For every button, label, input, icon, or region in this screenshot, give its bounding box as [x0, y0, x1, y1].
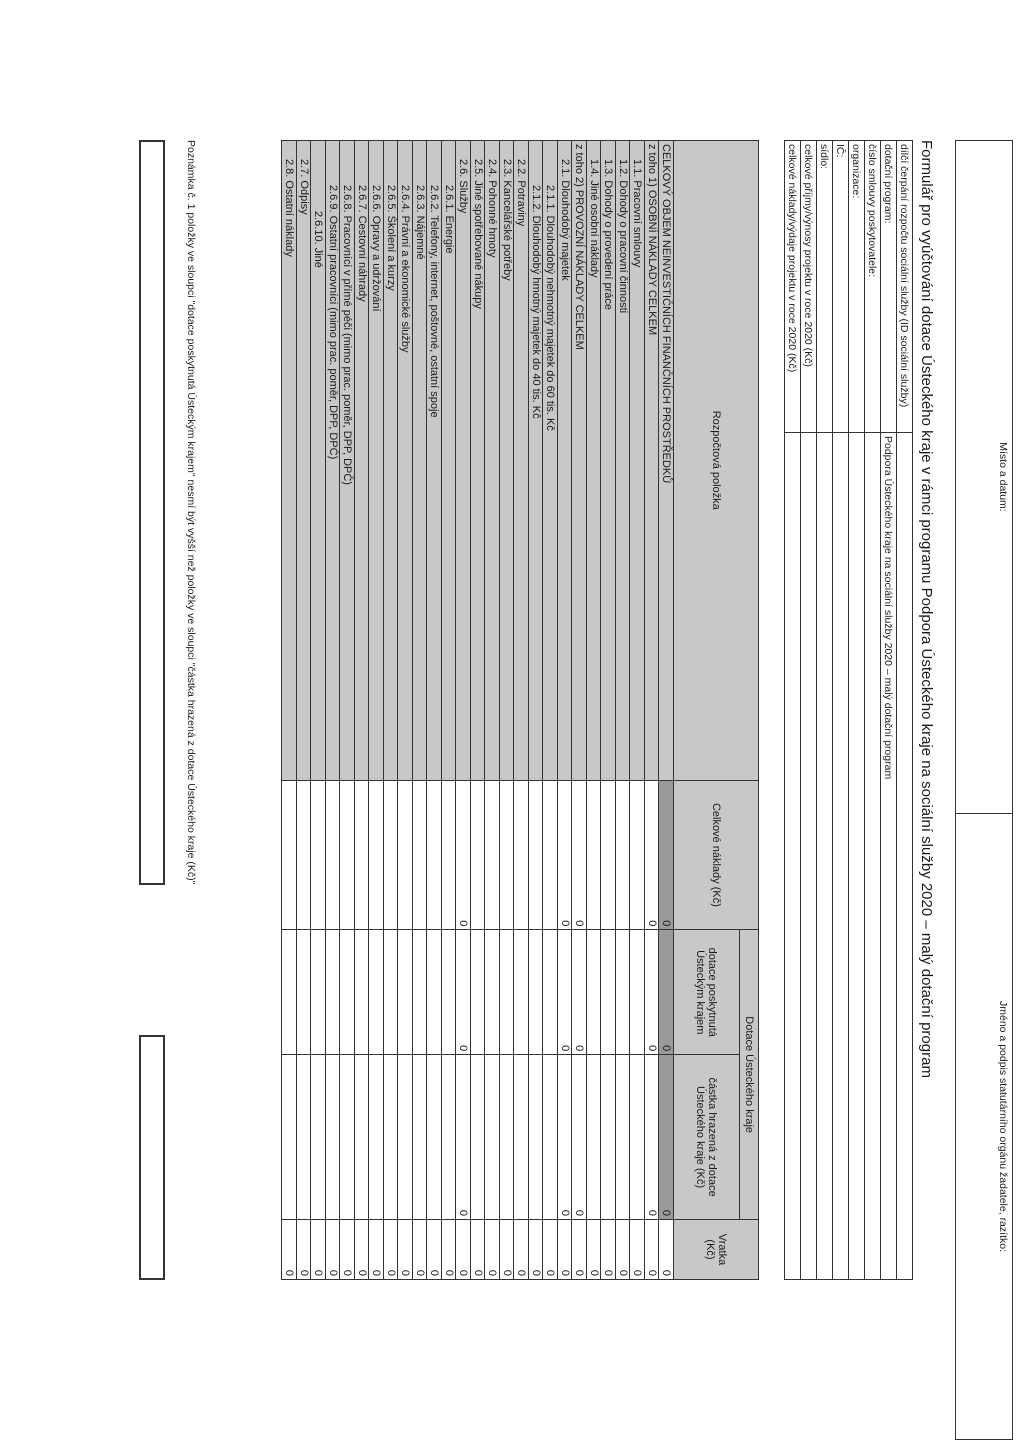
budget-item-label: 2.6. Služby — [456, 141, 471, 781]
cell-refund: 0 — [514, 1220, 529, 1280]
budget-item-label: 2.6.5. Školení a kurzy — [384, 141, 399, 781]
budget-row — [514, 141, 529, 1280]
info-value[interactable] — [817, 433, 833, 1280]
cell-refund: 0 — [456, 1220, 471, 1280]
cell-paid[interactable] — [500, 1055, 515, 1220]
cell-granted[interactable] — [427, 930, 442, 1055]
cell-total[interactable] — [587, 780, 602, 930]
cell-paid[interactable] — [340, 1055, 355, 1220]
budget-row — [297, 141, 312, 1280]
budget-item-label: 2.4. Pohonné hmoty — [485, 141, 500, 781]
budget-row — [572, 141, 587, 1280]
cell-granted[interactable] — [311, 930, 326, 1055]
cell-paid[interactable] — [282, 1055, 297, 1220]
budget-row — [442, 141, 457, 1280]
cell-paid[interactable] — [384, 1055, 399, 1220]
cell-refund: 0 — [500, 1220, 515, 1280]
cell-total[interactable] — [384, 780, 399, 930]
budget-item-label: 1.1. Pracovní smlouvy — [630, 141, 645, 781]
info-label: celkové náklady/výdaje projektu v roce 2020 (Kč) — [785, 141, 801, 433]
cell-paid[interactable] — [413, 1055, 428, 1220]
budget-row — [282, 141, 297, 1280]
budget-row — [529, 141, 544, 1280]
info-label: dotační program: — [881, 141, 897, 433]
cell-paid[interactable] — [514, 1055, 529, 1220]
budget-item-label: 2.6.4. Právní a ekonomické služby — [398, 141, 413, 781]
budget-row — [601, 141, 616, 1280]
cell-total: 0 — [456, 780, 471, 930]
cell-refund: 0 — [442, 1220, 457, 1280]
cell-refund: 0 — [630, 1220, 645, 1280]
cell-paid[interactable] — [529, 1055, 544, 1220]
cell-paid: 0 — [572, 1055, 587, 1220]
cell-refund: 0 — [471, 1220, 486, 1280]
cell-paid[interactable] — [311, 1055, 326, 1220]
cell-paid[interactable] — [543, 1055, 558, 1220]
budget-item-label: z toho 1) OSOBNÍ NÁKLADY CELKEM — [645, 141, 660, 781]
budget-item-label: 2.1.2. Dlouhodobý hmotný majetek do 40 tis. Kč — [529, 141, 544, 781]
info-value[interactable] — [865, 433, 881, 1280]
budget-item-label: 1.2. Dohody o pracovní činnosti — [616, 141, 631, 781]
cell-refund: 0 — [398, 1220, 413, 1280]
cell-granted[interactable] — [384, 930, 399, 1055]
cell-refund: 0 — [297, 1220, 312, 1280]
cell-granted[interactable] — [616, 930, 631, 1055]
cell-refund: 0 — [659, 1220, 674, 1280]
budget-row — [413, 141, 428, 1280]
budget-row — [485, 141, 500, 1280]
cell-granted[interactable] — [369, 930, 384, 1055]
cell-granted[interactable] — [398, 930, 413, 1055]
cell-total[interactable] — [616, 780, 631, 930]
cell-paid[interactable] — [427, 1055, 442, 1220]
cell-total[interactable] — [369, 780, 384, 930]
info-label: organizace: — [849, 141, 865, 433]
cell-paid[interactable] — [471, 1055, 486, 1220]
cell-total: 0 — [645, 780, 660, 930]
budget-item-label: 2.7. Odpisy — [297, 141, 312, 781]
info-table — [784, 140, 913, 1280]
info-value[interactable] — [833, 433, 849, 1280]
budget-item-label: 2.6.10. Jiné — [311, 141, 326, 781]
cell-refund: 0 — [427, 1220, 442, 1280]
cell-refund: 0 — [485, 1220, 500, 1280]
header-subsidy-granted: dotace poskytnutá Ústeckým krajem — [674, 930, 740, 1055]
place-date-field[interactable] — [956, 141, 1013, 814]
cell-granted[interactable] — [543, 930, 558, 1055]
budget-table — [282, 140, 760, 1280]
budget-item-label: 2.5. Jiné spotřebované nákupy — [471, 141, 486, 781]
cell-refund: 0 — [340, 1220, 355, 1280]
budget-row — [500, 141, 515, 1280]
statutory-signature-label: Jméno a podpis statutárního orgánu žadatele, razítko: — [997, 1001, 1009, 1252]
budget-row — [659, 141, 674, 1280]
cell-total[interactable] — [514, 780, 529, 930]
info-row — [785, 141, 801, 1280]
budget-item-label: 2.3. Kancelářské potřeby — [500, 141, 515, 781]
cell-paid: 0 — [645, 1055, 660, 1220]
budget-item-label: 2.6.9. Ostatní pracovníci (mimo prac. poměr, DPP, DPČ) — [326, 141, 341, 781]
budget-row — [630, 141, 645, 1280]
cell-total[interactable] — [297, 780, 312, 930]
cell-refund: 0 — [326, 1220, 341, 1280]
header-total-costs: Celkové náklady (Kč) — [674, 780, 759, 930]
cell-refund: 0 — [601, 1220, 616, 1280]
cell-granted[interactable] — [442, 930, 457, 1055]
cell-granted[interactable] — [471, 930, 486, 1055]
info-label: dílčí čerpání rozpočtu sociální služby (ID sociální služby) — [897, 141, 913, 433]
cell-refund: 0 — [543, 1220, 558, 1280]
cell-paid[interactable] — [355, 1055, 370, 1220]
cell-total[interactable] — [413, 780, 428, 930]
form-title: Formulář pro vyúčtování dotace Ústeckého kraje v rámci programu Podpora Ústeckého kraje na sociální služby 2020 – malý dotační program — [918, 140, 935, 1078]
budget-row — [326, 141, 341, 1280]
info-row — [817, 141, 833, 1280]
cell-total[interactable] — [601, 780, 616, 930]
budget-item-label: 2.1.1. Dlouhodobý nehmotný majetek do 60 tis. Kč — [543, 141, 558, 781]
cell-granted[interactable] — [282, 930, 297, 1055]
budget-row — [616, 141, 631, 1280]
cell-granted[interactable] — [500, 930, 515, 1055]
note-box-left — [139, 140, 165, 885]
info-row — [881, 141, 897, 1280]
cell-total[interactable] — [427, 780, 442, 930]
cell-granted: 0 — [456, 930, 471, 1055]
cell-granted[interactable] — [413, 930, 428, 1055]
cell-refund: 0 — [529, 1220, 544, 1280]
cell-total[interactable] — [442, 780, 457, 930]
info-label: sídlo: — [817, 141, 833, 433]
cell-granted[interactable] — [601, 930, 616, 1055]
budget-row — [587, 141, 602, 1280]
budget-row — [645, 141, 660, 1280]
budget-item-label: 2.6.7. Cestovní náhrady — [355, 141, 370, 781]
note-text: Poznámka č. 1 položky ve sloupci "dotace poskytnutá Ústeckým krajem" nesmí být vyšší než položky ve sloupci "částka hrazená z dotace Ústeckého kraje (Kč)" — [185, 140, 197, 885]
cell-paid[interactable] — [485, 1055, 500, 1220]
budget-item-label: 1.3. Dohody o provedení práce — [601, 141, 616, 781]
cell-total[interactable] — [311, 780, 326, 930]
cell-refund: 0 — [645, 1220, 660, 1280]
budget-row — [355, 141, 370, 1280]
cell-granted[interactable] — [529, 930, 544, 1055]
cell-total[interactable] — [543, 780, 558, 930]
cell-paid[interactable] — [601, 1055, 616, 1220]
cell-granted[interactable] — [340, 930, 355, 1055]
cell-granted[interactable] — [297, 930, 312, 1055]
cell-granted[interactable] — [355, 930, 370, 1055]
budget-row — [398, 141, 413, 1280]
cell-granted[interactable] — [326, 930, 341, 1055]
cell-paid[interactable] — [369, 1055, 384, 1220]
cell-total[interactable] — [471, 780, 486, 930]
info-label: číslo smlouvy poskytovatele: — [865, 141, 881, 433]
cell-refund: 0 — [355, 1220, 370, 1280]
info-value[interactable] — [897, 433, 913, 1280]
cell-granted[interactable] — [514, 930, 529, 1055]
cell-granted[interactable] — [485, 930, 500, 1055]
note-box-right — [139, 1035, 165, 1280]
info-row — [897, 141, 913, 1280]
budget-item-label: 2.1. Dlouhodobý majetek — [558, 141, 573, 781]
signature-table — [955, 140, 1013, 1440]
cell-paid: 0 — [456, 1055, 471, 1220]
statutory-signature-field[interactable] — [956, 814, 1013, 1440]
cell-refund: 0 — [616, 1220, 631, 1280]
cell-total[interactable] — [500, 780, 515, 930]
budget-item-label: 2.6.2. Telefony, internet, poštovné, ostatní spoje — [427, 141, 442, 781]
cell-refund: 0 — [572, 1220, 587, 1280]
budget-item-label: 2.6.3. Nájemné — [413, 141, 428, 781]
info-body — [785, 141, 913, 1280]
cell-refund: 0 — [369, 1220, 384, 1280]
budget-row — [340, 141, 355, 1280]
budget-rows — [282, 141, 674, 1280]
header-subsidy-group: Dotace Ústeckého kraje — [740, 930, 759, 1220]
info-row — [849, 141, 865, 1280]
cell-refund: 0 — [587, 1220, 602, 1280]
cell-paid[interactable] — [616, 1055, 631, 1220]
place-date-label: Místo a datum: — [997, 442, 1009, 512]
cell-refund: 0 — [558, 1220, 573, 1280]
budget-row — [456, 141, 471, 1280]
budget-item-label: 2.6.8. Pracovníci v přímé péči (mimo prac. poměr, DPP, DPČ) — [340, 141, 355, 781]
cell-total: 0 — [558, 780, 573, 930]
budget-row — [427, 141, 442, 1280]
budget-row — [543, 141, 558, 1280]
budget-row — [558, 141, 573, 1280]
cell-total[interactable] — [529, 780, 544, 930]
budget-row — [369, 141, 384, 1280]
info-row — [833, 141, 849, 1280]
budget-row — [311, 141, 326, 1280]
info-value[interactable] — [849, 433, 865, 1280]
budget-item-label: 2.2. Potraviny — [514, 141, 529, 781]
cell-granted[interactable] — [587, 930, 602, 1055]
cell-paid[interactable] — [587, 1055, 602, 1220]
cell-granted: 0 — [558, 930, 573, 1055]
cell-paid[interactable] — [442, 1055, 457, 1220]
info-value[interactable] — [801, 433, 817, 1280]
cell-total[interactable] — [340, 780, 355, 930]
header-subsidy-paid: částka hrazená z dotace Ústeckého kraje (Kč) — [674, 1055, 740, 1220]
budget-item-label: CELKOVÝ OBJEM NEINVESTIČNÍCH FINANČNÍCH PROSTŘEDKŮ — [659, 141, 674, 781]
form-sheet — [135, 140, 1009, 1440]
cell-refund: 0 — [311, 1220, 326, 1280]
cell-granted: 0 — [572, 930, 587, 1055]
info-value[interactable]: Podpora Ústeckého kraje na sociální služby 2020 – malý dotační program — [881, 433, 897, 1280]
cell-total: 0 — [572, 780, 587, 930]
cell-total[interactable] — [398, 780, 413, 930]
info-label: IČ: — [833, 141, 849, 433]
cell-total[interactable] — [630, 780, 645, 930]
info-label: celkové příjmy/výnosy projektu v roce 2020 (Kč) — [801, 141, 817, 433]
cell-paid[interactable] — [297, 1055, 312, 1220]
cell-total[interactable] — [485, 780, 500, 930]
info-value[interactable] — [785, 433, 801, 1280]
cell-paid: 0 — [558, 1055, 573, 1220]
budget-item-label: 2.6.1. Energie — [442, 141, 457, 781]
cell-paid[interactable] — [630, 1055, 645, 1220]
info-row — [801, 141, 817, 1280]
budget-row — [384, 141, 399, 1280]
cell-total[interactable] — [326, 780, 341, 930]
cell-granted[interactable] — [630, 930, 645, 1055]
cell-total[interactable] — [282, 780, 297, 930]
cell-refund: 0 — [282, 1220, 297, 1280]
budget-item-label: z toho 2) PROVOZNÍ NÁKLADY CELKEM — [572, 141, 587, 781]
cell-refund: 0 — [384, 1220, 399, 1280]
budget-item-label: 1.4. Jiné osobní náklady — [587, 141, 602, 781]
header-refund: Vratka (Kč) — [674, 1220, 759, 1280]
budget-item-label: 2.6.6. Opravy a udržování — [369, 141, 384, 781]
header-budget-item: Rozpočtová položka — [674, 141, 759, 781]
info-row — [865, 141, 881, 1280]
cell-granted: 0 — [659, 930, 674, 1055]
cell-refund: 0 — [413, 1220, 428, 1280]
cell-total: 0 — [659, 780, 674, 930]
cell-paid[interactable] — [398, 1055, 413, 1220]
cell-total[interactable] — [355, 780, 370, 930]
budget-item-label: 2.8. Ostatní náklady — [282, 141, 297, 781]
cell-paid: 0 — [659, 1055, 674, 1220]
cell-paid[interactable] — [326, 1055, 341, 1220]
budget-row — [471, 141, 486, 1280]
cell-granted: 0 — [645, 930, 660, 1055]
